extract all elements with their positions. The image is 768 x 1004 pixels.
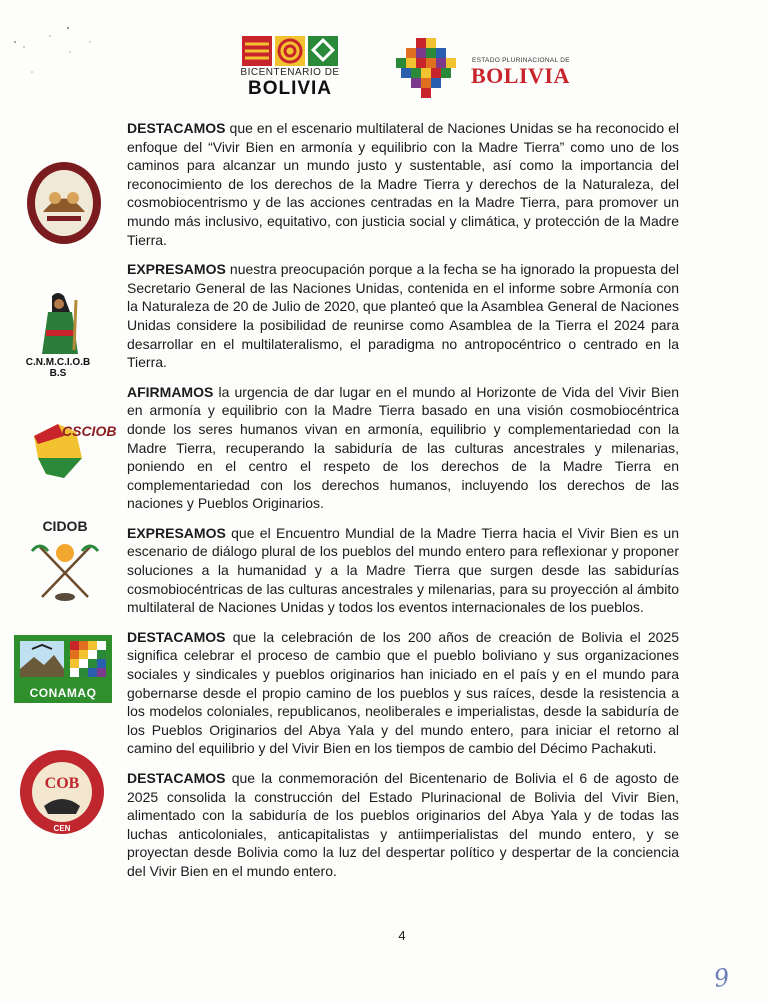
paragraph-text: nuestra preocupación porque a la fecha se ha ignorado la propuesta del Secretario General de las Naciones Unidas, contenida en el informe sobre Armonía con la Naturaleza de 20 de Julio de 2020, que planteó que la Asamblea General de Naciones Unidas considere la posibilidad de reunirse como Asamblea de la Tierra el 2024 para desarrollar en el multilateralismo, el paradigma no antropocéntrico o centrado en la Tierra. bbox=[127, 261, 679, 371]
paragraph-lead: EXPRESAMOS bbox=[127, 524, 226, 541]
paragraph-lead: DESTACAMOS bbox=[127, 770, 226, 786]
paragraph-text: que la celebración de los 200 años de creación de Bolivia el 2025 significa celebrar el proceso de cambio que el pueblo boliviano y sus organizaciones sociales y sindicales y pueblos originarios han iniciado en el país y en el mundo para gobernarse desde el propio camino de los pueblos y sus raíces, desde la resistencia a los modelos coloniales, republicanos, neoliberales e imperialistas, desde la sabiduría de los Pueblos Originarios del Abya Yala y del mundo entero, para iniciar el retorno al camino del equilibrio y del Vivir Bien en los tiempos de cambio del Décimo Pachakuti. bbox=[127, 628, 679, 757]
scan-specks bbox=[10, 22, 100, 82]
bicentenario-title: BOLIVIA bbox=[247, 78, 333, 99]
estado-plurinacional-logo bbox=[396, 38, 586, 106]
university-seal-icon bbox=[25, 160, 103, 246]
conamaq-label: CONAMAQ bbox=[14, 683, 112, 703]
paragraph-lead: AFIRMAMOS bbox=[127, 383, 214, 400]
csciob-label: CSCIOB bbox=[62, 423, 117, 439]
paragraph-2 bbox=[127, 260, 679, 372]
page-number: 4 bbox=[398, 928, 406, 943]
cidob-label: CIDOB bbox=[42, 518, 88, 534]
paragraph-text: que la conmemoración del Bicentenario de Bolivia el 6 de agosto de 2025 consolida la construcción del Estado Plurinacional de Bolivia del Vivir Bien, alimentado con la sabiduría de los pueblos originarios del Abya Yala y de todas las luchas anticoloniales, anticapitalistas y antiimperialistas del mundo entero, y se proyectan desde Bolivia como la luz del despertar político y despertar de la conciencia del Vivir Bien en el mundo entero. bbox=[127, 770, 679, 879]
cidob-emblem-icon bbox=[30, 517, 100, 607]
paragraph-6 bbox=[127, 769, 679, 881]
estado-title: BOLIVIA bbox=[471, 63, 570, 88]
document-body bbox=[127, 119, 679, 892]
paragraph-lead: DESTACAMOS bbox=[127, 628, 226, 645]
cob-sublabel: CEN bbox=[53, 824, 71, 833]
conamaq-flag-icon bbox=[14, 635, 112, 683]
csciob-map-icon bbox=[28, 418, 117, 482]
paragraph-4 bbox=[127, 524, 679, 617]
paragraph-text: que en el escenario multilateral de Naciones Unidas se ha reconocido el enfoque del “Vivir Bien en armonía y equilibrio con la Madre Tierra” como uno de los caminos para alcanzar un mundo justo y sustentable, así como la importancia del reconocimiento de los derechos de la Madre Tierra y derechos de la Naturaleza, del cosmobiocentrismo y de las acciones centradas en la Madre Tierra, para promover un mundo más inclusivo, equitativo, con justicia social y climática, y protección de la Madre Tierra. bbox=[127, 120, 679, 248]
cob-seal-icon bbox=[18, 748, 106, 836]
paragraph-lead: DESTACAMOS bbox=[127, 120, 226, 136]
cnmciob-figure-icon bbox=[38, 290, 84, 358]
paragraph-text: la urgencia de dar lugar en el mundo al Horizonte de Vida del Vivir Bien en armonía y equilibrio con la Madre Tierra basado en una visión cosmobiocéntrica donde los seres humanos vivan en armonía, equilibrio y complementariedad con la Madre Tierra, recuperando la sabiduría de las culturas ancestrales y milenarias, poniendo en el centro el respeto de los derechos de la Madre Tierra en complementariedad con los derechos humanos, incluyendo los derechos de las naciones y Pueblos Originarios. bbox=[127, 383, 679, 512]
cob-label: COB bbox=[44, 775, 80, 792]
estado-subtitle: ESTADO PLURINACIONAL DE bbox=[472, 57, 570, 64]
bicentenario-logo bbox=[236, 36, 344, 100]
paragraph-5 bbox=[127, 628, 679, 758]
paragraph-1 bbox=[127, 119, 679, 249]
handwritten-mark: 9 bbox=[712, 963, 732, 993]
cnmciob-label: C.N.M.C.I.O.B B.S bbox=[25, 357, 91, 379]
paragraph-lead: EXPRESAMOS bbox=[127, 261, 226, 278]
paragraph-3 bbox=[127, 383, 679, 513]
bicentenario-emblem-icon bbox=[242, 36, 338, 66]
bicentenario-subtitle: BICENTENARIO DE bbox=[240, 67, 340, 78]
wiphala-mosaic-icon bbox=[396, 38, 464, 104]
paragraph-text: que el Encuentro Mundial de la Madre Tierra hacia el Vivir Bien es un escenario de diálogo plural de los pueblos del mundo entero para reflexionar y proponer soluciones a la humanidad y a la Madre Tierra que surgen desde las sabidurías cosmobiocéntricas de las culturas ancestrales y milenarias, para su proyección al ámbito multilateral de Naciones Unidas y todos los eventos internacionales de los pueblos. bbox=[127, 524, 679, 616]
